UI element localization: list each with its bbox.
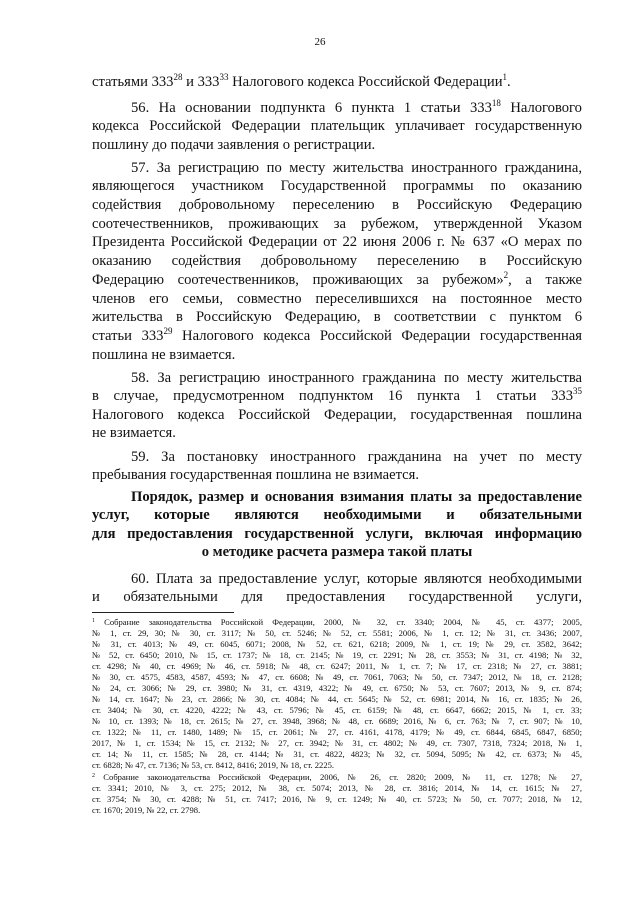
superscript-ref: 29 <box>163 326 173 336</box>
body-line: кодекса Российской Федерации плательщик уплачивает государственную <box>92 118 582 134</box>
body-line: статьями $333^{28}$ и $333^{33}$ Налогового кодекса Российской Федерации$^1$. <box>92 72 511 90</box>
footnote-line: № 24, ст. 3066; № 29, ст. 3980; № 31, ст. 4319, 4322; № 49, ст. 6750; № 53, ст. 7607; 2013, № 9, ст. 874; <box>92 683 582 693</box>
body-line: членов его семьи, совместно переселившихся на постоянное место <box>92 291 582 307</box>
footnote-line: ст. 1322; № 11, ст. 1480, 1489; № 15, ст. 2061; № 27, ст. 4161, 4178, 4179; № 49, ст. 6844, 6845, 6847, 6850; <box>92 727 582 737</box>
footnote-separator <box>92 612 234 613</box>
superscript-ref: 28 <box>173 72 183 82</box>
page-number: 26 <box>314 36 326 48</box>
body-line: оказанию содействия добровольному переселению в Российскую <box>92 253 582 269</box>
footnote-line: № 1, ст. 29, 30; № 30, ст. 3117; № 50, ст. 5246; № 52, ст. 5581; 2006, № 1, ст. 12; № 31, ст. 3436; 2007, <box>92 628 582 638</box>
footnote-line: ст. 3404; № 30, ст. 4220, 4222; № 43, ст. 5796; № 45, ст. 6159; № 48, ст. 6647, 6662; 2015, № 1, ст. 33; <box>92 705 582 715</box>
superscript-ref: 2 <box>503 270 509 280</box>
footnote-line: ст. 3754; № 30, ст. 4288; № 51, ст. 7417; 2016, № 9, ст. 1249; № 40, ст. 5723; № 50, ст. 7077; 2018, № 12, <box>92 794 582 804</box>
body-line: Налогового кодекса Российской Федерации, государственная пошлина <box>92 407 582 423</box>
footnote-line: ст. 3341; 2010, № 3, ст. 275; 2012, № 38, ст. 5074; 2013, № 28, ст. 3816; 2014, № 14, ст. 1615; № 27, <box>92 783 582 793</box>
body-line: статьи $333^{29}$ Налогового кодекса Российской Федерации государственная <box>92 326 582 344</box>
body-line: 57. За регистрацию по месту жительства иностранного гражданина, <box>131 160 582 176</box>
body-line: в случае, предусмотренном подпунктом 16 пункта 1 статьи $333^{35}$ <box>92 386 582 404</box>
body-line: Президента Российской Федерации от 22 июня 2006 г. № 637 «О мерах по <box>92 234 582 250</box>
footnote-line: № 31, ст. 4013; № 49, ст. 6045, 6071; 2008, № 52, ст. 621, 6218; 2009, № 1, ст. 19; № 29, ст. 3582, 3642; <box>92 639 582 649</box>
body-line: Федерацию соотечественников, проживающих за рубежом»$^2$, а также <box>92 270 582 288</box>
body-line: 59. За постановку иностранного гражданина на учет по месту <box>131 449 582 465</box>
body-line: являющегося участником Государственной программы по оказанию <box>92 178 582 194</box>
body-line: пребывания государственная пошлина не взимается. <box>92 467 419 483</box>
footnote-line: № 10, ст. 1393; № 18, ст. 2615; № 27, ст. 3948, 3968; № 48, ст. 6689; 2016, № 6, ст. 763; № 7, ст. 907; № 10, <box>92 716 582 726</box>
footnote-line: 2017, № 1, ст. 1534; № 15, ст. 2132; № 27, ст. 3942; № 31, ст. 4802; № 49, ст. 7307, 7318, 7324; 2018, № 1, <box>92 738 582 748</box>
body-line: 58. За регистрацию иностранного гражданина по месту жительства <box>131 370 582 386</box>
superscript-ref: 1 <box>92 618 95 624</box>
body-line: пошлина не взимается. <box>92 347 236 363</box>
superscript-ref: 18 <box>491 98 501 108</box>
superscript-ref: 35 <box>573 386 582 396</box>
footnote-line: $^2$ Собрание законодательства Российской Федерации, 2006, № 26, ст. 2820; 2009, № 11, ст. 1278; № 27, <box>92 772 582 782</box>
body-line: содействия добровольному переселению в Российскую Федерацию <box>92 197 582 213</box>
superscript-ref: 33 <box>219 72 229 82</box>
footnote-line: ст. 6828; № 47, ст. 7136; № 53, ст. 8412, 8416; 2019, № 18, ст. 2225. <box>92 760 335 770</box>
footnote-line: ст. 14; № 11, ст. 1585; № 28, ст. 4144; № 31, ст. 4822, 4823; № 32, ст. 5094, 5095; № 42, ст. 6373; № 45, <box>92 749 582 759</box>
footnote-line: № 52, ст. 6450; 2010, № 15, ст. 1737; № 18, ст. 2145; № 19, ст. 2291; № 28, ст. 3553; № 31, ст. 4198; № 32, <box>92 650 582 660</box>
section-heading-line: услуг, которые являются необходимыми и обязательными <box>92 507 582 523</box>
section-heading-line: для предоставления государственной услуги, включая информацию <box>92 526 582 542</box>
footnote-line: ст. 1670; 2019, № 22, ст. 2798. <box>92 805 201 815</box>
body-line: не взимается. <box>92 425 176 441</box>
footnote-line: $^1$ Собрание законодательства Российской Федерации, 2000, № 32, ст. 3340; 2004, № 45, ст. 4377; 2005, <box>92 617 582 627</box>
footnote-line: № 14, ст. 1647; № 23, ст. 2866; № 30, ст. 4084; № 44, ст. 5645; № 52, ст. 6981; 2014, № 16, ст. 1835; № 26, <box>92 694 582 704</box>
body-line: жительства в Российскую Федерацию, в соответствии с пунктом 6 <box>92 309 582 325</box>
superscript-ref: 2 <box>92 773 95 779</box>
body-line: 56. На основании подпункта 6 пункта 1 статьи $333^{18}$ Налогового <box>131 98 582 116</box>
footnote-line: ст. 4298; № 40, ст. 4969; № 46, ст. 5918; № 48, ст. 6247; 2011, № 1, ст. 7; № 17, ст. 2318; № 27, ст. 3881; <box>92 661 582 671</box>
body-line: 60. Плата за предоставление услуг, которые являются необходимыми <box>131 571 582 587</box>
body-line: и обязательными для предоставления государственной услуги, <box>92 589 582 605</box>
section-heading-line: о методике расчета размера такой платы <box>201 544 473 560</box>
body-line: соотечественников, проживающих за рубежом, утвержденной Указом <box>92 216 582 232</box>
body-line: пошлину до подачи заявления о регистрации. <box>92 137 376 153</box>
footnote-line: № 30, ст. 4575, 4583, 4587, 4593; № 47, ст. 6608; № 49, ст. 7061, 7063; № 50, ст. 7347; 2012, № 18, ст. 2128; <box>92 672 582 682</box>
section-heading-line: Порядок, размер и основания взимания платы за предоставление <box>131 489 582 505</box>
superscript-ref: 1 <box>502 72 508 82</box>
